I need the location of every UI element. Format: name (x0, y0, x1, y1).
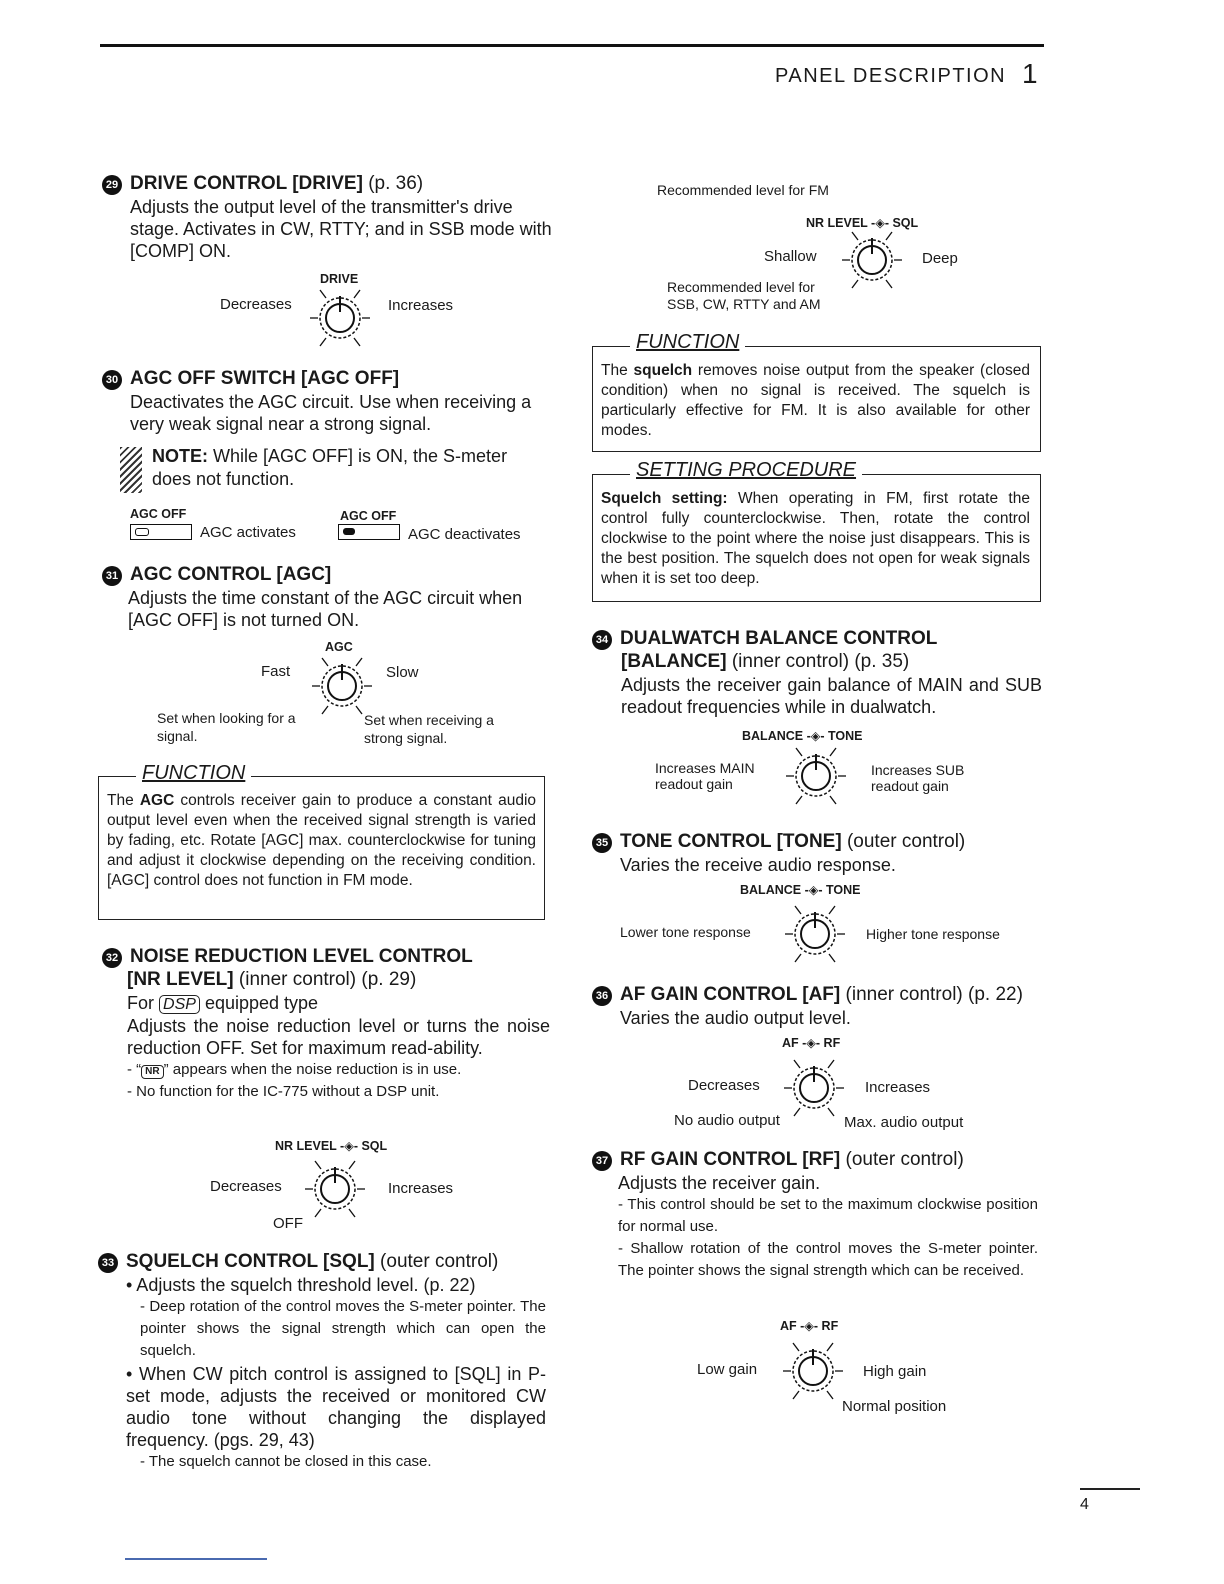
sql-right-label: Deep (922, 250, 958, 267)
section-title: AF GAIN CONTROL [AF] (620, 984, 841, 1005)
af-bottom-left: No audio output (674, 1112, 780, 1129)
knob-label-tone: BALANCE -◈- TONE (740, 883, 861, 897)
nr-bullet-post: ” appears when the noise reduction is in use. (163, 1061, 462, 1078)
nr-bullet-pre: - “ (127, 1061, 142, 1078)
balance-right-1: Increases SUB (871, 762, 965, 778)
section-text: Adjusts the receiver gain. (618, 1173, 821, 1193)
knob-label-sql: NR LEVEL -◈- SQL (806, 216, 919, 230)
section-title: DUALWATCH BALANCE CONTROL (620, 628, 938, 649)
item-number: 37 (592, 1151, 612, 1171)
tone-knob-icon (775, 898, 855, 968)
dsp-bullet: - No function for the IC-775 without a DSP unit. (127, 1083, 440, 1100)
section-noise-reduction (102, 945, 550, 1103)
knob-label-af: AF -◈- RF (782, 1036, 841, 1050)
item-number: 35 (592, 833, 612, 853)
item-number: 33 (98, 1253, 118, 1273)
section-drive-control (102, 172, 552, 262)
function-text: removes noise output from the speaker (closed condition) when no signal is received. The squelch is particularly effective for FM. It is also available for other modes. (601, 362, 1030, 439)
page-ref: (p. 36) (368, 173, 424, 194)
page-ref: (inner control) (p. 29) (238, 969, 417, 990)
agc-bottom-left-1: Set when looking for a (157, 710, 296, 726)
page-ref: (inner control) (p. 22) (845, 984, 1023, 1005)
page-ref: (outer control) (380, 1251, 499, 1272)
section-title: AGC OFF SWITCH [AGC OFF] (130, 368, 400, 389)
function-bold: squelch (633, 362, 693, 379)
bullet-1: • Adjusts the squelch threshold level. (p. 22) (126, 1275, 476, 1295)
rf-right-label: High gain (863, 1363, 927, 1380)
switch-off-icon (130, 524, 192, 540)
switch-on-icon (338, 524, 400, 540)
header-rule (100, 44, 1044, 47)
item-number: 32 (102, 948, 122, 968)
bullet-2: - Shallow rotation of the control moves the S-meter pointer. The pointer shows the signal strength which can be received. (618, 1240, 1038, 1279)
section-title-2: [BALANCE] (621, 651, 727, 672)
tone-right-label: Higher tone response (866, 926, 1000, 942)
af-bottom-right: Max. audio output (844, 1114, 964, 1131)
switch1-text: AGC activates (200, 524, 296, 541)
note-text: While [AGC OFF] is ON, the S-meter does not function. (152, 446, 508, 489)
for-post: equipped type (204, 993, 319, 1013)
dsp-badge: DSP (159, 995, 200, 1014)
setting-bold: Squelch setting: (601, 490, 728, 507)
section-title: NOISE REDUCTION LEVEL CONTROL (130, 946, 473, 967)
knob-label-drive: DRIVE (320, 272, 359, 286)
item-number: 34 (592, 630, 612, 650)
switch2-text: AGC deactivates (408, 526, 521, 543)
section-text: Adjusts the receiver gain balance of MAIN and SUB readout frequencies while in dualwatch. (621, 675, 1042, 717)
setting-text: When operating in FM, first rotate the control fully counterclockwise. Then, rotate the control clockwise to the point where the noise just disappears. This is the best position. The squelch does not open for weak signals when it is set too deep. (601, 490, 1030, 587)
af-left-label: Decreases (688, 1077, 760, 1094)
section-tone-control (592, 830, 1042, 876)
knob-label-rf: AF -◈- RF (780, 1319, 839, 1333)
chapter-number: 1 (1022, 58, 1038, 89)
rf-left-label: Low gain (697, 1361, 758, 1378)
rec-fm-label: Recommended level for FM (657, 182, 829, 198)
balance-knob-icon (776, 740, 856, 810)
section-title-2: [NR LEVEL] (127, 969, 234, 990)
nr-knob-icon (295, 1153, 375, 1223)
setting-title: SETTING PROCEDURE (630, 459, 862, 482)
rf-bottom-right: Normal position (842, 1398, 947, 1415)
nr-right-label: Increases (388, 1180, 454, 1197)
agc-right-label: Slow (386, 664, 419, 681)
section-text: Deactivates the AGC circuit. Use when receiving a very weak signal near a strong signal. (130, 392, 532, 434)
af-right-label: Increases (865, 1079, 931, 1096)
section-agc-control (102, 563, 552, 631)
page-number-rule (1080, 1488, 1140, 1490)
function-pre: The (107, 792, 134, 809)
agc-bottom-right-2: strong signal. (364, 730, 448, 746)
item-number: 29 (102, 175, 122, 195)
function-bold: AGC (139, 792, 175, 809)
section-title: DRIVE CONTROL [DRIVE] (130, 173, 363, 194)
section-text: Varies the audio output level. (620, 1008, 851, 1028)
agc-bottom-left-2: signal. (157, 728, 198, 744)
drive-left-label: Decreases (220, 296, 292, 313)
page-ref: (inner control) (p. 35) (731, 651, 910, 672)
for-pre: For (127, 993, 154, 1013)
agc-left-label: Fast (261, 663, 291, 680)
knob-label-nr: NR LEVEL -◈- SQL (275, 1139, 388, 1153)
item-number: 31 (102, 566, 122, 586)
rec-ssb-label-1: Recommended level for (667, 279, 815, 295)
bullet-2-sub: - The squelch cannot be closed in this case. (140, 1453, 432, 1470)
balance-left-1: Increases MAIN (655, 760, 755, 776)
balance-left-2: readout gain (655, 776, 733, 792)
section-dualwatch-balance (592, 627, 1042, 718)
function-box-squelch (592, 346, 1041, 452)
note-label: NOTE: (152, 446, 208, 466)
sql-knob-icon (832, 224, 912, 294)
page-ref: (outer control) (845, 1149, 964, 1170)
drive-knob-icon (300, 282, 380, 352)
nr-badge: NR (141, 1065, 163, 1079)
section-squelch-control (98, 1250, 546, 1473)
function-box-agc (98, 776, 545, 920)
function-pre: The (601, 362, 628, 379)
item-number: 36 (592, 986, 612, 1006)
section-title: TONE CONTROL [TONE] (620, 831, 842, 852)
agc-knob-icon (302, 650, 382, 720)
item-number: 30 (102, 370, 122, 390)
section-text: Adjusts the output level of the transmitter's drive stage. Activates in CW, RTTY; and in SSB mode with [COMP] ON. (130, 197, 552, 261)
section-text: Varies the receive audio response. (620, 855, 896, 875)
section-title: SQUELCH CONTROL [SQL] (126, 1251, 375, 1272)
setting-procedure-box (592, 474, 1041, 602)
note-hatch-icon (120, 447, 142, 493)
nr-left-label: Decreases (210, 1178, 282, 1195)
section-title: RF GAIN CONTROL [RF] (620, 1149, 841, 1170)
section-title: AGC CONTROL [AGC] (130, 564, 332, 585)
page-number: 4 (1080, 1496, 1089, 1513)
bullet-2: • When CW pitch control is assigned to [SQL] in P-set mode, adjusts the received or monitored CW audio tone without changing the displayed frequency. (pgs. 29, 43) (126, 1364, 546, 1450)
bullet-1-sub: - Deep rotation of the control moves the S-meter pointer. The pointer shows the signal strength which can open the squelch. (140, 1298, 546, 1359)
tone-left-label: Lower tone response (620, 924, 751, 940)
af-knob-icon (774, 1052, 854, 1122)
section-text: Adjusts the noise reduction level or turns the noise reduction OFF. Set for maximum read-ability. (127, 1016, 550, 1058)
knob-label-agc: AGC (325, 640, 353, 654)
section-rf-gain (592, 1148, 1038, 1282)
section-text: Adjusts the time constant of the AGC circuit when [AGC OFF] is not turned ON. (128, 588, 523, 630)
switch2-label: AGC OFF (340, 509, 397, 523)
function-text: controls receiver gain to produce a constant audio output level even when the received signal strength is varied by fading, etc. Rotate [AGC] max. counterclockwise for tuning and adjust it clockwise depending on the receiving condition. [AGC] control does not function in FM mode. (107, 792, 537, 889)
rec-ssb-label-2: SSB, CW, RTTY and AM (667, 296, 821, 312)
switch1-label: AGC OFF (130, 507, 187, 521)
footer-line (125, 1558, 267, 1560)
rf-knob-icon (773, 1335, 853, 1405)
function-title: FUNCTION (136, 762, 251, 785)
page-ref: (outer control) (846, 831, 966, 852)
sql-left-label: Shallow (764, 248, 817, 265)
drive-right-label: Increases (388, 297, 454, 314)
function-title: FUNCTION (630, 331, 745, 354)
bullet-1: - This control should be set to the maximum clockwise position for normal use. (618, 1196, 1038, 1235)
note-block (120, 445, 550, 491)
section-af-gain (592, 983, 1042, 1029)
agc-bottom-right-1: Set when receiving a (364, 712, 494, 728)
nr-bottom-label: OFF (273, 1215, 303, 1232)
balance-right-2: readout gain (871, 778, 949, 794)
page-header-title: PANEL DESCRIPTION (775, 65, 1007, 87)
section-agc-off-switch (102, 367, 552, 435)
knob-label-balance: BALANCE -◈- TONE (742, 729, 863, 743)
